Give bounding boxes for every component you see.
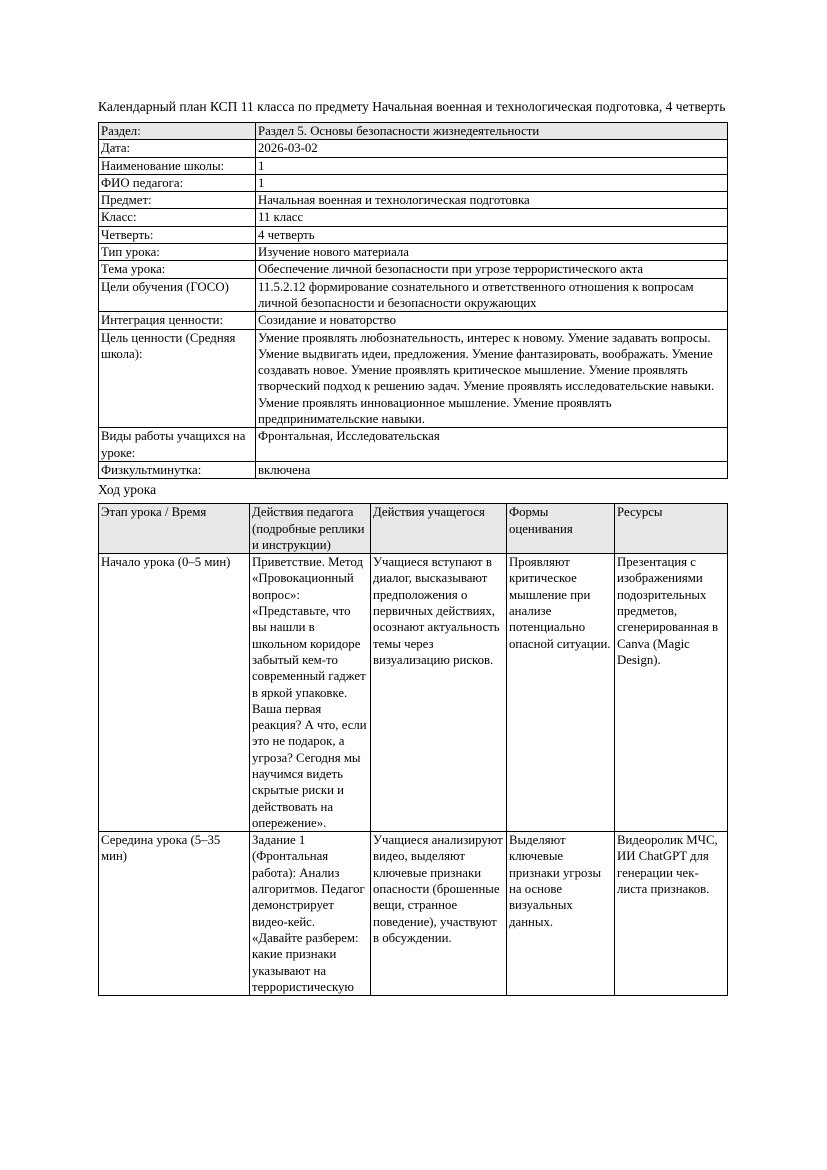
info-label: Тип урока: bbox=[99, 244, 256, 261]
info-label: Дата: bbox=[99, 140, 256, 157]
info-label: Класс: bbox=[99, 209, 256, 226]
info-row-lesson-type bbox=[99, 244, 728, 261]
info-row-section bbox=[99, 123, 728, 140]
info-value: включена bbox=[256, 461, 728, 478]
cell-resources: Презентация с изображениями подозрительных предметов, сгенерированная в Canva (Magic Design). bbox=[615, 554, 728, 832]
info-value: 1 bbox=[256, 157, 728, 174]
info-value: 2026-03-02 bbox=[256, 140, 728, 157]
col-header-assessment: Формы оценивания bbox=[507, 504, 615, 554]
info-label: Раздел: bbox=[99, 123, 256, 140]
cell-assessment: Выделяют ключевые признаки угрозы на основе визуальных данных. bbox=[507, 832, 615, 996]
lesson-table bbox=[98, 503, 728, 996]
info-value: Обеспечение личной безопасности при угрозе террористического акта bbox=[256, 261, 728, 278]
info-table bbox=[98, 122, 728, 479]
info-value: 11.5.2.12 формирование сознательного и ответственного отношения к вопросам личной безопасности и безопасности окружающих bbox=[256, 278, 728, 312]
info-label: Предмет: bbox=[99, 192, 256, 209]
lesson-row-start bbox=[99, 554, 728, 832]
info-label: ФИО педагога: bbox=[99, 174, 256, 191]
info-row-values-integration bbox=[99, 312, 728, 329]
info-value: Изучение нового материала bbox=[256, 244, 728, 261]
cell-teacher-actions: Приветствие. Метод «Провокационный вопрос»: «Представьте, что вы нашли в школьном коридоре забытый кем-то современный гаджет в яркой упаковке. Ваша первая реакция? А что, если это не подарок, а угроза? Сегодня мы научимся видеть скрытые риски и действовать на опережение». bbox=[250, 554, 371, 832]
info-row-quarter bbox=[99, 226, 728, 243]
page-title: Календарный план КСП 11 класса по предмету Начальная военная и технологическая подготовка, 4 четверть bbox=[98, 99, 726, 114]
lesson-row-middle bbox=[99, 832, 728, 996]
cell-stage: Начало урока (0–5 мин) bbox=[99, 554, 250, 832]
info-row-date bbox=[99, 140, 728, 157]
col-header-teacher-actions: Действия педагога (подробные реплики и инструкции) bbox=[250, 504, 371, 554]
cell-student-actions: Учащиеся анализируют видео, выделяют ключевые признаки опасности (брошенные вещи, странное поведение), участвуют в обсуждении. bbox=[371, 832, 507, 996]
info-label: Физкультминутка: bbox=[99, 461, 256, 478]
info-value: Умение проявлять любознательность, интерес к новому. Умение задавать вопросы. Умение выдвигать идеи, предложения. Умение фантазировать, воображать. Умение создавать новое. Умение проявлять критическое мышление. Умение проявлять творческий подход к решению задач. Умение проявлять исследовательские навыки. Умение проявлять инновационное мышление. Умение проявлять предпринимательские навыки. bbox=[256, 329, 728, 428]
cell-assessment: Проявляют критическое мышление при анализе потенциально опасной ситуации. bbox=[507, 554, 615, 832]
info-row-school bbox=[99, 157, 728, 174]
cell-student-actions: Учащиеся вступают в диалог, высказывают предположения о первичных действиях, осознают актуальность темы через визуализацию рисков. bbox=[371, 554, 507, 832]
info-row-teacher-name bbox=[99, 174, 728, 191]
info-value: Начальная военная и технологическая подготовка bbox=[256, 192, 728, 209]
info-label: Цели обучения (ГОСО) bbox=[99, 278, 256, 312]
info-label: Интеграция ценности: bbox=[99, 312, 256, 329]
info-value: 4 четверть bbox=[256, 226, 728, 243]
info-row-goals bbox=[99, 278, 728, 312]
info-label: Наименование школы: bbox=[99, 157, 256, 174]
info-row-pe-break bbox=[99, 461, 728, 478]
info-label: Цель ценности (Средняя школа): bbox=[99, 329, 256, 428]
info-row-lesson-topic bbox=[99, 261, 728, 278]
info-row-class bbox=[99, 209, 728, 226]
info-row-subject bbox=[99, 192, 728, 209]
info-label: Четверть: bbox=[99, 226, 256, 243]
info-row-work-types bbox=[99, 428, 728, 462]
info-row-values-goal bbox=[99, 329, 728, 428]
cell-resources: Видеоролик МЧС, ИИ ChatGPT для генерации чек-листа признаков. bbox=[615, 832, 728, 996]
col-header-resources: Ресурсы bbox=[615, 504, 728, 554]
info-value: Раздел 5. Основы безопасности жизнедеятельности bbox=[256, 123, 728, 140]
cell-teacher-actions: Задание 1 (Фронтальная работа): Анализ алгоритмов. Педагог демонстрирует видео-кейс. «Давайте разберем: какие признаки указывают на террористическую bbox=[250, 832, 371, 996]
cell-stage: Середина урока (5–35 мин) bbox=[99, 832, 250, 996]
info-value: 11 класс bbox=[256, 209, 728, 226]
col-header-student-actions: Действия учащегося bbox=[371, 504, 507, 554]
info-value: Созидание и новаторство bbox=[256, 312, 728, 329]
info-label: Виды работы учащихся на уроке: bbox=[99, 428, 256, 462]
col-header-stage: Этап урока / Время bbox=[99, 504, 250, 554]
info-label: Тема урока: bbox=[99, 261, 256, 278]
lesson-header-row bbox=[99, 504, 728, 554]
info-value: Фронтальная, Исследовательская bbox=[256, 428, 728, 462]
info-value: 1 bbox=[256, 174, 728, 191]
section-heading: Ход урока bbox=[98, 482, 157, 498]
